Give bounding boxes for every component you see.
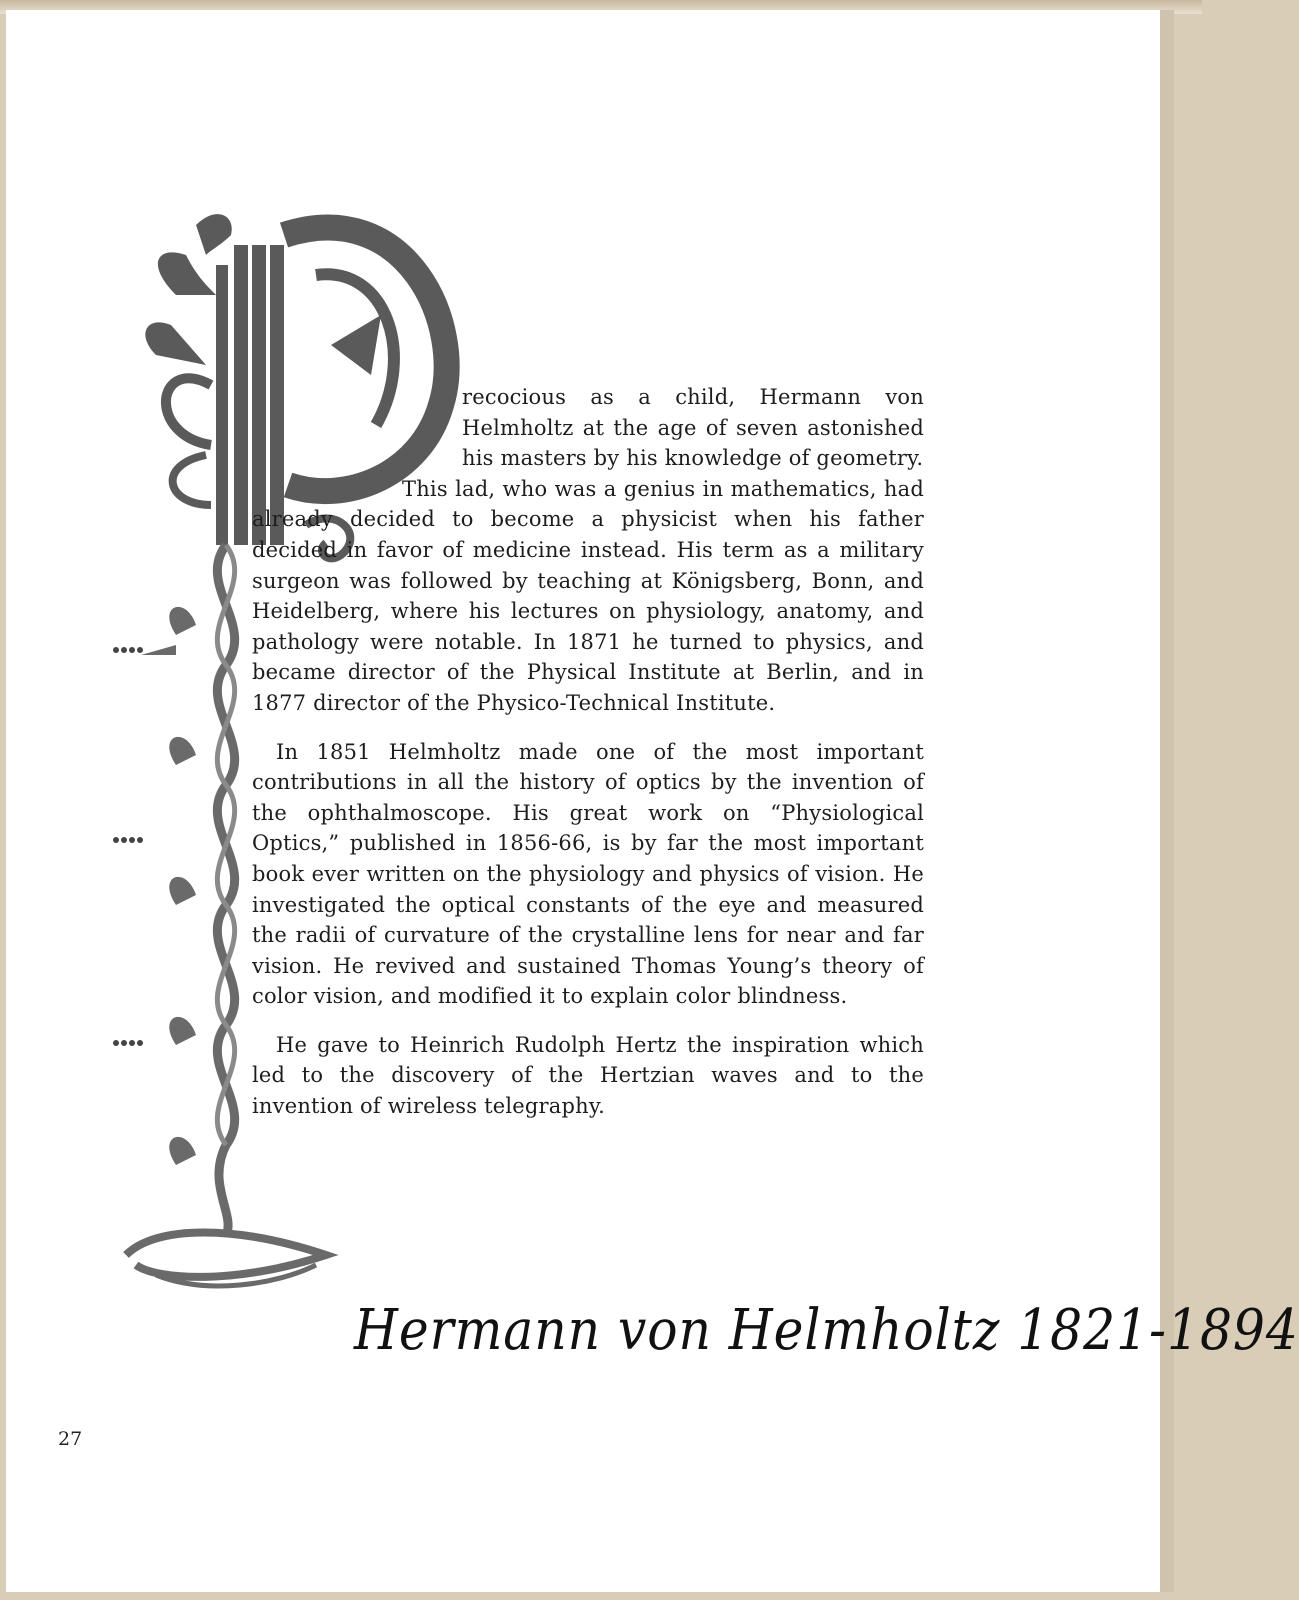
page-number: 27 <box>58 1428 83 1450</box>
paragraph-3: In 1851 Helmholtz made one of the most important contributions in all the history of optics by the invention of the ophthalmoscope. His great work on “Physiological Optics,” published in 1856-66, is by far the most important book ever written on the physiology and physics of vision. He investigated the optical constants of the eye and measured the radii of curvature of the crystalline lens for near and far vision. He revived and sustained Thomas Young’s theory of color vision, and modified it to explain color blindness. <box>252 739 924 1009</box>
article-body <box>252 382 924 1122</box>
book-page <box>6 10 1299 1592</box>
paragraph-1: recocious as a child, Hermann von Helmholtz at the age of seven astonished his masters by his knowledge of geometry. <box>462 385 924 471</box>
paragraph-2: This lad, who was a genius in mathematics, had already decided to become a physicist when his father decided in favor of medicine instead. His term as a military surgeon was followed by teaching at Königsberg, Bonn, and Heidelberg, where his lectures on physiology, anatomy, and pathology were notable. In 1871 he turned to physics, and became director of the Physical Institute at Berlin, and in 1877 director of the Physico-Technical Institute. <box>252 476 924 715</box>
blackletter-signature: Hermann von Helmholtz 1821-1894 <box>354 1298 1299 1363</box>
paragraph-4: He gave to Heinrich Rudolph Hertz the inspiration which led to the discovery of the Hertzian waves and to the invention of wireless telegraphy. <box>252 1032 924 1119</box>
